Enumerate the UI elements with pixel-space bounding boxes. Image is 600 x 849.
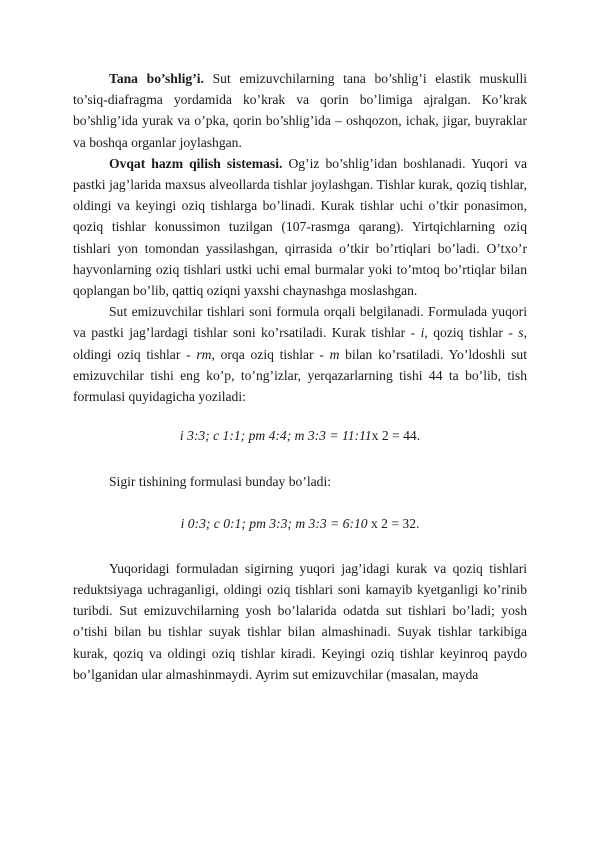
formula-pig <box>73 425 527 446</box>
symbol-incisor: i <box>420 325 425 341</box>
text-fragment: , oldingi oziq tishlar - <box>73 325 527 362</box>
heading-body-cavity: Tana bo’shlig’i. <box>109 71 204 86</box>
symbol-molar: m <box>329 346 340 362</box>
symbol-premolar: rm <box>196 346 212 362</box>
text-fragment: Sut emizuvchilar tishlari soni formula orqali belgilanadi. Formulada yuqori va pastki jag’lardagi tishlar soni ko’rsatiladi. Kurak tishlar - <box>73 304 527 341</box>
paragraph-cow-intro <box>73 471 527 492</box>
formula-pig-expression: i 3:3; c 1:1; pm 4:4; m 3:3 = 11:11 <box>179 428 372 444</box>
paragraph-cow-intro-text: Sigir tishining formulasi bunday bo’ladi: <box>109 474 332 490</box>
text-fragment: , orqa oziq tishlar - <box>211 346 330 362</box>
formula-pig-result: x 2 = 44. <box>371 428 421 444</box>
paragraph-digestive-system-text: Og’iz bo’shlig’idan boshlanadi. Yuqori va pastki jag’larida maxsus alveollarda tishlar joylashgan. Tishlar kurak, qoziq tishlar, oldingi va keyingi oziq tishlarga bo’linadi. Kurak tishlar uchi o’tkir ponasimon, qoziq tishlar konussimon tuzilgan (107-rasmga qarang). Yirtqichlarning oziq tishlari yon tomondan yassilashgan, qirrasida o’tkir bo’rtiqlari bo’ladi. O’txo’r hayvonlarning oziq tishlari ustki uchi emal burmalar yoki to’mtoq bo’rtiqlar bilan qoplangan bo’lib, qattiq oziqni yaxshi chaynashga moslashgan. <box>73 155 527 299</box>
heading-digestive-system: Ovqat hazm qilish sistemasi. <box>109 155 283 171</box>
symbol-canine: s <box>518 325 524 341</box>
paragraph-digestive-system <box>73 153 527 301</box>
text-fragment: , qoziq tishlar - <box>424 325 519 341</box>
paragraph-tooth-formula <box>73 301 527 407</box>
formula-cow-result: x 2 = 32. <box>370 515 420 531</box>
paragraph-body-cavity-text: Sut emizuvchilarning tana bo’shlig’i elastik muskulli to’siq-diafragma yordamida ko’krak va qorin bo’limiga ajralgan. Ko’krak bo’shlig’ida yurak va o’pka, qorin bo’shlig’ida – oshqozon, ichak, jigar, buyraklar va boshqa organlar joylashgan. <box>73 71 527 150</box>
formula-cow-expression: i 0:3; c 0:1; pm 3:3; m 3:3 = 6:10 <box>180 515 371 531</box>
text-fragment: bilan ko’rsatiladi. Yo’ldoshli sut emizuvchilar tishi eng ko’p, to’ng’izlar, yerqazarlarning tishi 44 ta bo’lib, tish formulasi quyidagicha yoziladi: <box>73 346 527 405</box>
paragraph-milk-teeth <box>73 558 527 685</box>
paragraph-body-cavity <box>73 68 527 153</box>
paragraph-milk-teeth-text: Yuqoridagi formuladan sigirning yuqori jag’idagi kurak va qoziq tishlari reduktsiyaga uchraganligi, oldingi oziq tishlari soni kamayib kyetganligi ko’rinib turibdi. Sut emizuvchilarning yosh bo’lalarida odatda sut tishlari bo’ladi; yosh o’tishi bilan bu tishlar suyak tishlar bilan almashinadi. Suyak tishlar tarkibiga kurak, qoziq va oldingi oziq tishlar kiradi. Keyingi oziq tishlar keyinroq paydo bo’lganidan ular almashinmaydi. Ayrim sut emizuvchilar (masalan, mayda <box>73 560 527 682</box>
formula-cow <box>73 513 527 534</box>
